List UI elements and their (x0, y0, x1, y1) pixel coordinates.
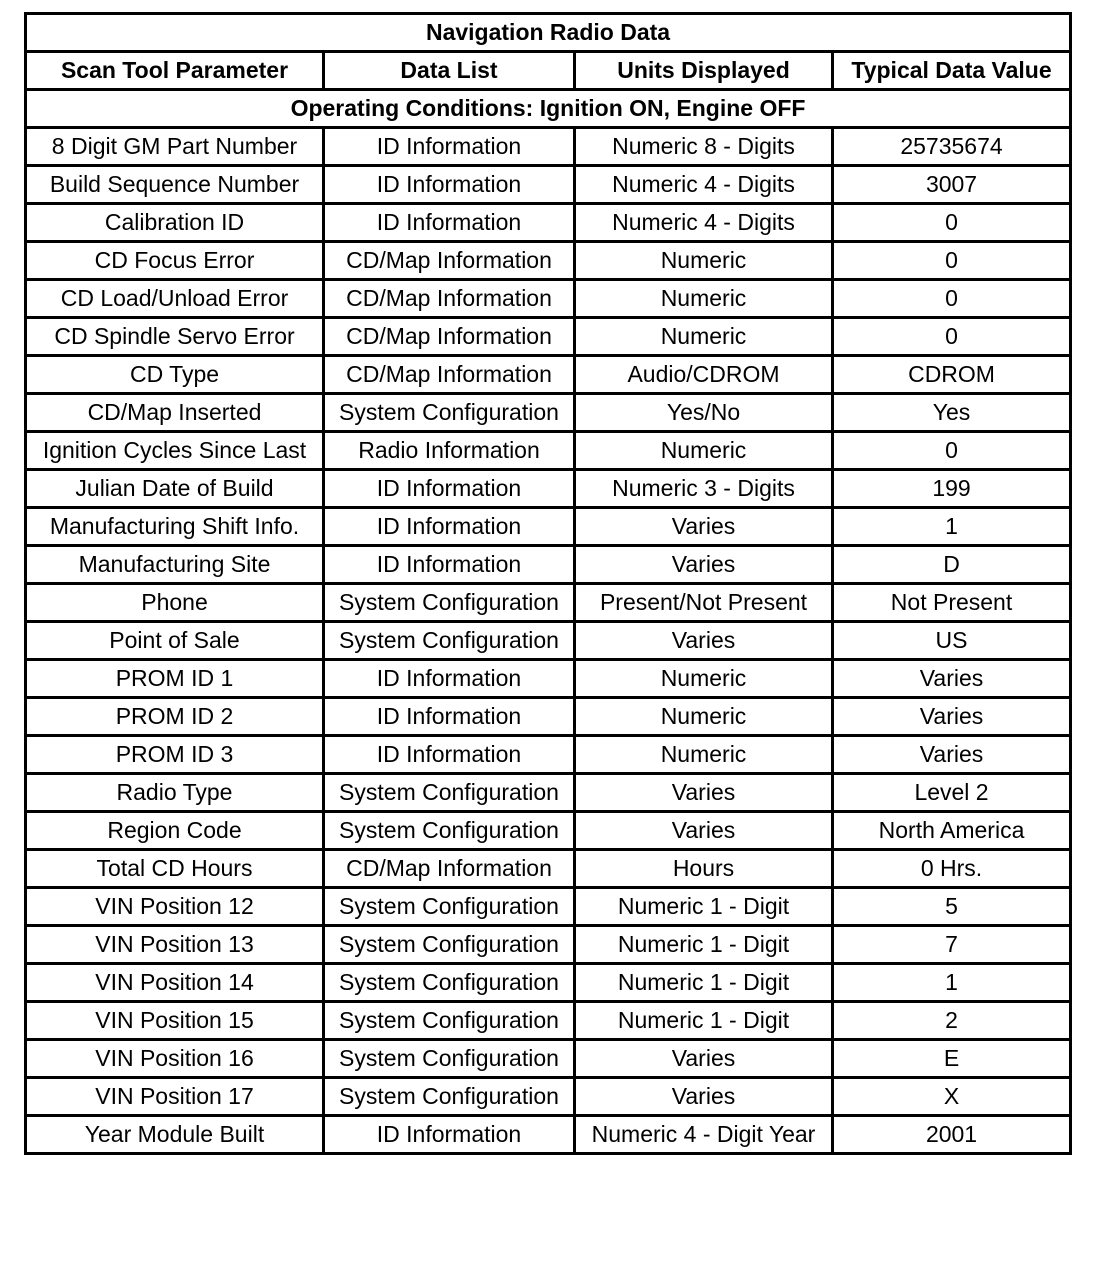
cell-data-list: System Configuration (324, 584, 575, 622)
cell-typical-value: 0 (833, 432, 1071, 470)
cell-data-list: System Configuration (324, 1040, 575, 1078)
table-row (26, 318, 1071, 356)
cell-parameter: PROM ID 2 (26, 698, 324, 736)
column-header-typical-value: Typical Data Value (833, 52, 1071, 90)
cell-parameter: Ignition Cycles Since Last (26, 432, 324, 470)
cell-data-list: System Configuration (324, 774, 575, 812)
table-row (26, 546, 1071, 584)
cell-typical-value: 0 (833, 242, 1071, 280)
cell-typical-value: Varies (833, 660, 1071, 698)
cell-units: Numeric 8 - Digits (575, 128, 833, 166)
cell-typical-value: 25735674 (833, 128, 1071, 166)
cell-units: Varies (575, 508, 833, 546)
cell-typical-value: Varies (833, 698, 1071, 736)
column-header-units: Units Displayed (575, 52, 833, 90)
cell-typical-value: 1 (833, 508, 1071, 546)
table-row (26, 242, 1071, 280)
cell-typical-value: 5 (833, 888, 1071, 926)
table-row (26, 584, 1071, 622)
cell-parameter: PROM ID 1 (26, 660, 324, 698)
table-row (26, 432, 1071, 470)
table-row (26, 622, 1071, 660)
cell-units: Varies (575, 1078, 833, 1116)
cell-typical-value: 0 (833, 204, 1071, 242)
cell-parameter: Build Sequence Number (26, 166, 324, 204)
table-row (26, 964, 1071, 1002)
cell-units: Varies (575, 622, 833, 660)
cell-parameter: Calibration ID (26, 204, 324, 242)
table-row (26, 470, 1071, 508)
cell-units: Varies (575, 546, 833, 584)
table-row (26, 888, 1071, 926)
table-row (26, 166, 1071, 204)
cell-typical-value: D (833, 546, 1071, 584)
cell-units: Hours (575, 850, 833, 888)
table-row (26, 1040, 1071, 1078)
cell-typical-value: Level 2 (833, 774, 1071, 812)
cell-data-list: ID Information (324, 508, 575, 546)
cell-units: Varies (575, 1040, 833, 1078)
operating-conditions: Operating Conditions: Ignition ON, Engine OFF (26, 90, 1071, 128)
table-row (26, 394, 1071, 432)
table-row (26, 508, 1071, 546)
cell-typical-value: 7 (833, 926, 1071, 964)
cell-units: Numeric (575, 432, 833, 470)
cell-units: Varies (575, 812, 833, 850)
cell-data-list: CD/Map Information (324, 318, 575, 356)
cell-data-list: System Configuration (324, 622, 575, 660)
cell-parameter: CD Type (26, 356, 324, 394)
cell-units: Numeric (575, 318, 833, 356)
cell-parameter: PROM ID 3 (26, 736, 324, 774)
cell-data-list: ID Information (324, 128, 575, 166)
cell-typical-value: Not Present (833, 584, 1071, 622)
cell-data-list: System Configuration (324, 964, 575, 1002)
cell-units: Numeric (575, 698, 833, 736)
navigation-radio-data-table (24, 12, 1072, 1155)
column-header-data-list: Data List (324, 52, 575, 90)
operating-conditions-row (26, 90, 1071, 128)
cell-units: Numeric 1 - Digit (575, 888, 833, 926)
cell-parameter: Year Module Built (26, 1116, 324, 1154)
cell-parameter: VIN Position 17 (26, 1078, 324, 1116)
cell-parameter: CD Load/Unload Error (26, 280, 324, 318)
cell-typical-value: 2 (833, 1002, 1071, 1040)
cell-data-list: CD/Map Information (324, 850, 575, 888)
cell-units: Present/Not Present (575, 584, 833, 622)
cell-units: Numeric 4 - Digits (575, 204, 833, 242)
table-row (26, 850, 1071, 888)
cell-parameter: 8 Digit GM Part Number (26, 128, 324, 166)
cell-typical-value: North America (833, 812, 1071, 850)
cell-typical-value: 0 (833, 280, 1071, 318)
cell-data-list: System Configuration (324, 888, 575, 926)
cell-parameter: CD Focus Error (26, 242, 324, 280)
cell-units: Numeric 4 - Digit Year (575, 1116, 833, 1154)
table-title-row (26, 14, 1071, 52)
cell-parameter: Manufacturing Site (26, 546, 324, 584)
table-row (26, 660, 1071, 698)
cell-parameter: Radio Type (26, 774, 324, 812)
cell-typical-value: 2001 (833, 1116, 1071, 1154)
cell-units: Audio/CDROM (575, 356, 833, 394)
cell-data-list: ID Information (324, 166, 575, 204)
cell-units: Varies (575, 774, 833, 812)
cell-typical-value: 199 (833, 470, 1071, 508)
table-row (26, 1002, 1071, 1040)
cell-data-list: ID Information (324, 1116, 575, 1154)
table-row (26, 736, 1071, 774)
cell-typical-value: CDROM (833, 356, 1071, 394)
cell-units: Numeric 1 - Digit (575, 1002, 833, 1040)
table-body (26, 128, 1071, 1154)
table-title: Navigation Radio Data (26, 14, 1071, 52)
cell-data-list: System Configuration (324, 812, 575, 850)
cell-typical-value: Varies (833, 736, 1071, 774)
column-header-row (26, 52, 1071, 90)
cell-typical-value: 3007 (833, 166, 1071, 204)
cell-data-list: System Configuration (324, 1078, 575, 1116)
cell-data-list: System Configuration (324, 1002, 575, 1040)
cell-data-list: ID Information (324, 736, 575, 774)
cell-parameter: VIN Position 15 (26, 1002, 324, 1040)
cell-parameter: VIN Position 12 (26, 888, 324, 926)
table-row (26, 774, 1071, 812)
cell-units: Yes/No (575, 394, 833, 432)
cell-typical-value: Yes (833, 394, 1071, 432)
cell-typical-value: 1 (833, 964, 1071, 1002)
cell-units: Numeric 4 - Digits (575, 166, 833, 204)
cell-typical-value: E (833, 1040, 1071, 1078)
cell-parameter: Point of Sale (26, 622, 324, 660)
cell-parameter: Region Code (26, 812, 324, 850)
cell-units: Numeric 1 - Digit (575, 964, 833, 1002)
table-row (26, 698, 1071, 736)
cell-data-list: ID Information (324, 204, 575, 242)
cell-parameter: VIN Position 14 (26, 964, 324, 1002)
cell-typical-value: US (833, 622, 1071, 660)
cell-data-list: System Configuration (324, 394, 575, 432)
table-row (26, 1078, 1071, 1116)
table-row (26, 280, 1071, 318)
table-row (26, 204, 1071, 242)
cell-parameter: VIN Position 13 (26, 926, 324, 964)
cell-data-list: CD/Map Information (324, 280, 575, 318)
table-row (26, 1116, 1071, 1154)
column-header-parameter: Scan Tool Parameter (26, 52, 324, 90)
cell-units: Numeric (575, 280, 833, 318)
cell-typical-value: 0 Hrs. (833, 850, 1071, 888)
cell-data-list: ID Information (324, 660, 575, 698)
cell-data-list: ID Information (324, 546, 575, 584)
cell-units: Numeric 3 - Digits (575, 470, 833, 508)
cell-data-list: CD/Map Information (324, 356, 575, 394)
navigation-radio-data-table-container (24, 12, 1069, 1155)
table-row (26, 128, 1071, 166)
cell-data-list: CD/Map Information (324, 242, 575, 280)
cell-typical-value: 0 (833, 318, 1071, 356)
cell-parameter: Julian Date of Build (26, 470, 324, 508)
cell-units: Numeric (575, 242, 833, 280)
table-row (26, 926, 1071, 964)
cell-parameter: Phone (26, 584, 324, 622)
table-row (26, 812, 1071, 850)
cell-data-list: ID Information (324, 698, 575, 736)
cell-units: Numeric 1 - Digit (575, 926, 833, 964)
cell-data-list: Radio Information (324, 432, 575, 470)
cell-parameter: VIN Position 16 (26, 1040, 324, 1078)
table-row (26, 356, 1071, 394)
cell-parameter: Total CD Hours (26, 850, 324, 888)
cell-data-list: ID Information (324, 470, 575, 508)
cell-parameter: CD Spindle Servo Error (26, 318, 324, 356)
cell-data-list: System Configuration (324, 926, 575, 964)
cell-units: Numeric (575, 660, 833, 698)
cell-parameter: CD/Map Inserted (26, 394, 324, 432)
cell-units: Numeric (575, 736, 833, 774)
cell-parameter: Manufacturing Shift Info. (26, 508, 324, 546)
cell-typical-value: X (833, 1078, 1071, 1116)
